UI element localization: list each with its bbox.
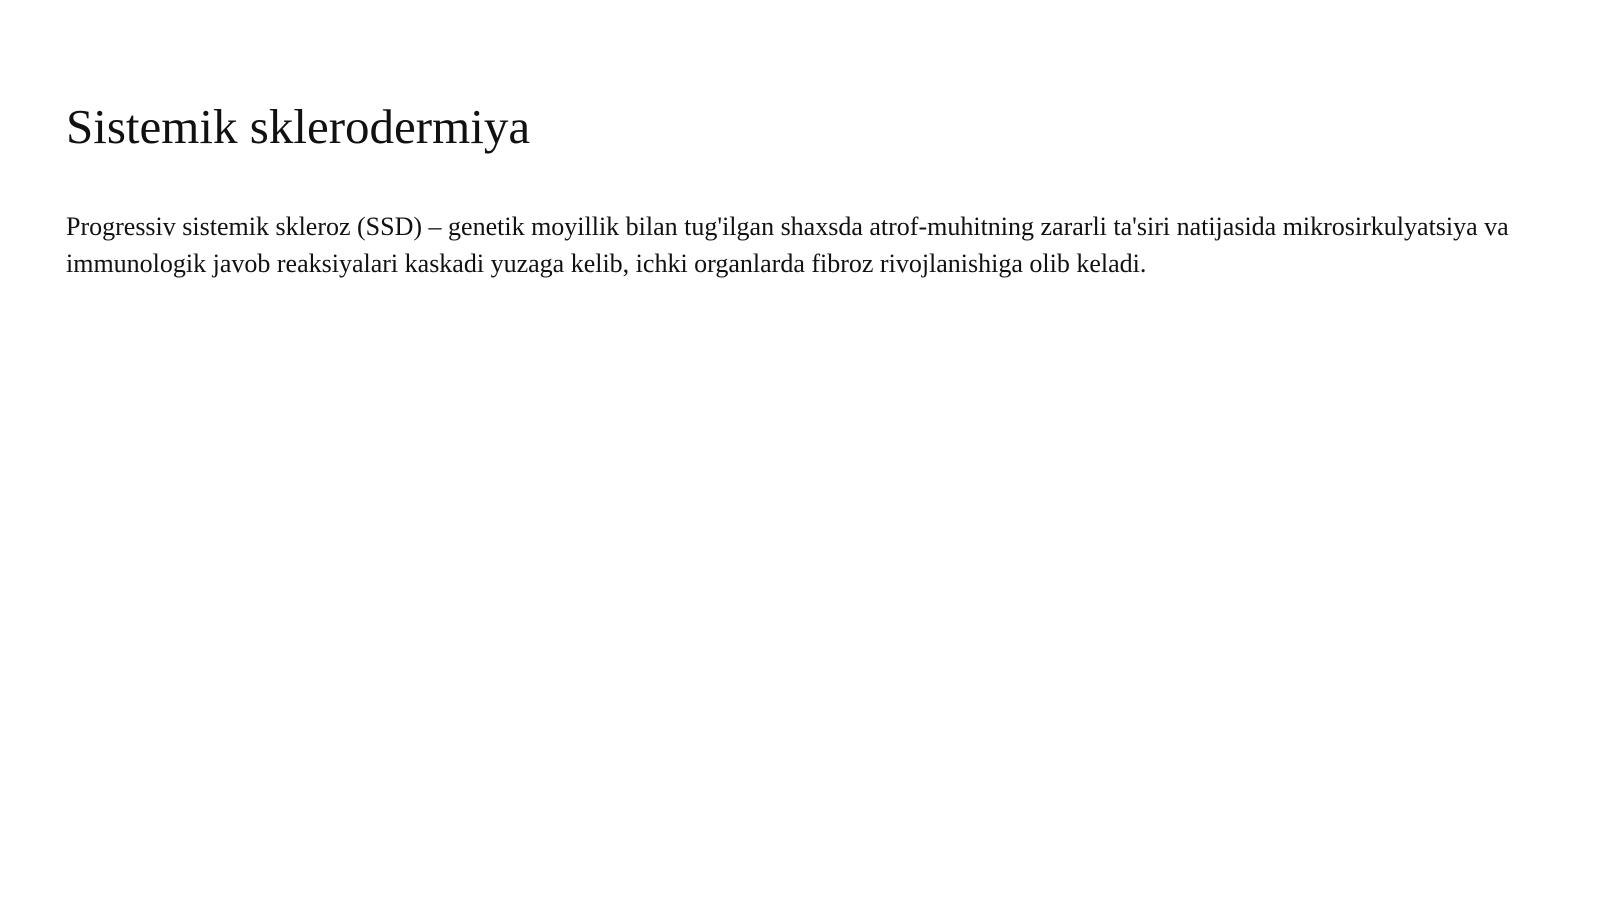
slide-body-text: Progressiv sistemik skleroz (SSD) – genetik moyillik bilan tug'ilgan shaxsda atrof-muhitning zararli ta'siri natijasida mikrosirkulyatsiya va immunologik javob reaksiyalari kaskadi yuzaga kelib, ichki organlarda fibroz rivojlanishiga olib keladi.	[66, 212, 1509, 278]
slide-title: Sistemik sklerodermiya	[66, 99, 531, 154]
